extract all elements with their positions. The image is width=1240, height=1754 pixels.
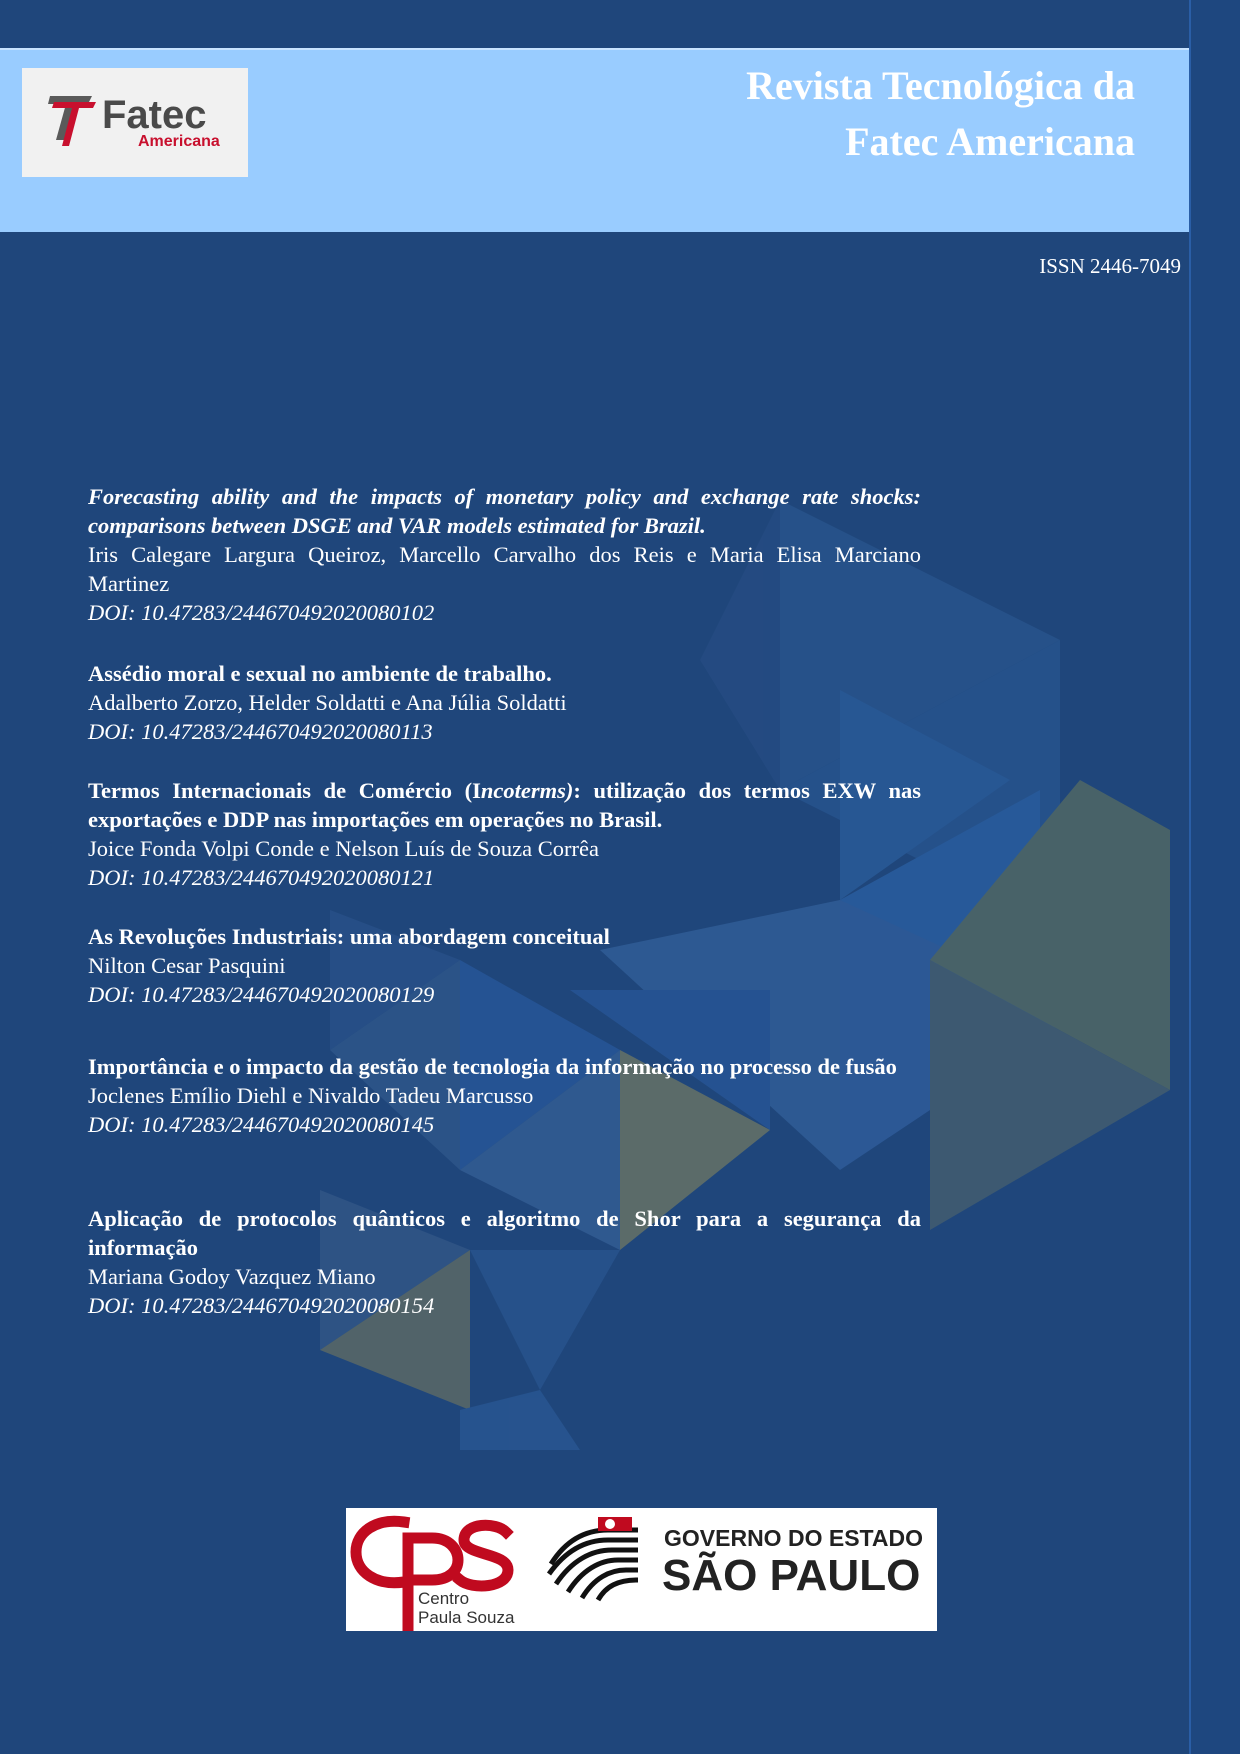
article-item (88, 1204, 921, 1320)
journal-title-line1: Revista Tecnológica da (746, 63, 1135, 108)
journal-title (746, 58, 1135, 170)
fatec-logo-subname: Americana (138, 133, 220, 150)
article-title-part: Termos Internacionais de Comércio (I (88, 778, 481, 803)
article-item (88, 776, 921, 892)
article-title[interactable] (88, 776, 921, 834)
gov-logo-line2: SÃO PAULO (662, 1551, 921, 1600)
cps-logo (356, 1521, 515, 1627)
article-item (88, 1052, 921, 1139)
fatec-logo-name: Fatec (102, 93, 207, 137)
sao-paulo-government-logo (549, 1517, 923, 1600)
article-doi[interactable]: DOI: 10.47283/244670492020080129 (88, 982, 435, 1007)
article-title[interactable]: Aplicação de protocolos quânticos e algoritmo de Shor para a segurança da informação (88, 1206, 921, 1260)
article-title[interactable]: Importância e o impacto da gestão de tecnologia da informação no processo de fusão (88, 1054, 897, 1079)
right-edge-stripe (1189, 0, 1240, 1754)
article-authors: Joclenes Emílio Diehl e Nivaldo Tadeu Marcusso (88, 1083, 534, 1108)
article-title-italic-part: ncoterms) (480, 778, 574, 803)
footer-logos (346, 1508, 937, 1631)
article-item (88, 482, 921, 627)
sao-paulo-flag-stripes-icon (549, 1517, 638, 1600)
article-title[interactable]: Assédio moral e sexual no ambiente de trabalho. (88, 661, 552, 686)
article-doi[interactable]: DOI: 10.47283/244670492020080102 (88, 600, 435, 625)
article-authors: Iris Calegare Largura Queiroz, Marcello Carvalho dos Reis e Maria Elisa Marciano Martinez (88, 542, 921, 596)
article-title[interactable]: As Revoluções Industriais: uma abordagem conceitual (88, 924, 610, 949)
article-authors: Nilton Cesar Pasquini (88, 953, 286, 978)
article-authors: Adalberto Zorzo, Helder Soldatti e Ana Júlia Soldatti (88, 690, 567, 715)
article-title-part: : utilização dos termos EXW nas exportações e DDP nas importações em operações no Brasil. (88, 778, 921, 832)
article-authors: Mariana Godoy Vazquez Miano (88, 1264, 376, 1289)
gov-logo-line1: GOVERNO DO ESTADO (664, 1525, 923, 1551)
fatec-t-mark-icon (48, 96, 96, 146)
article-doi[interactable]: DOI: 10.47283/244670492020080121 (88, 865, 435, 890)
header-band (0, 48, 1189, 232)
fatec-logo (22, 68, 248, 177)
article-doi[interactable]: DOI: 10.47283/244670492020080145 (88, 1112, 435, 1137)
article-authors: Joice Fonda Volpi Conde e Nelson Luís de Souza Corrêa (88, 836, 599, 861)
journal-title-line2: Fatec Americana (845, 119, 1135, 164)
article-doi[interactable]: DOI: 10.47283/244670492020080113 (88, 719, 433, 744)
article-item (88, 659, 921, 746)
cps-logo-line2: Paula Souza (418, 1608, 515, 1627)
article-item (88, 922, 921, 1009)
article-title[interactable]: Forecasting ability and the impacts of monetary policy and exchange rate shocks: comparisons between DSGE and VAR models estimated for Brazil. (88, 484, 921, 538)
article-doi[interactable]: DOI: 10.47283/244670492020080154 (88, 1293, 435, 1318)
cps-logo-line1: Centro (418, 1589, 470, 1608)
issn: ISSN 2446-7049 (1039, 254, 1181, 278)
